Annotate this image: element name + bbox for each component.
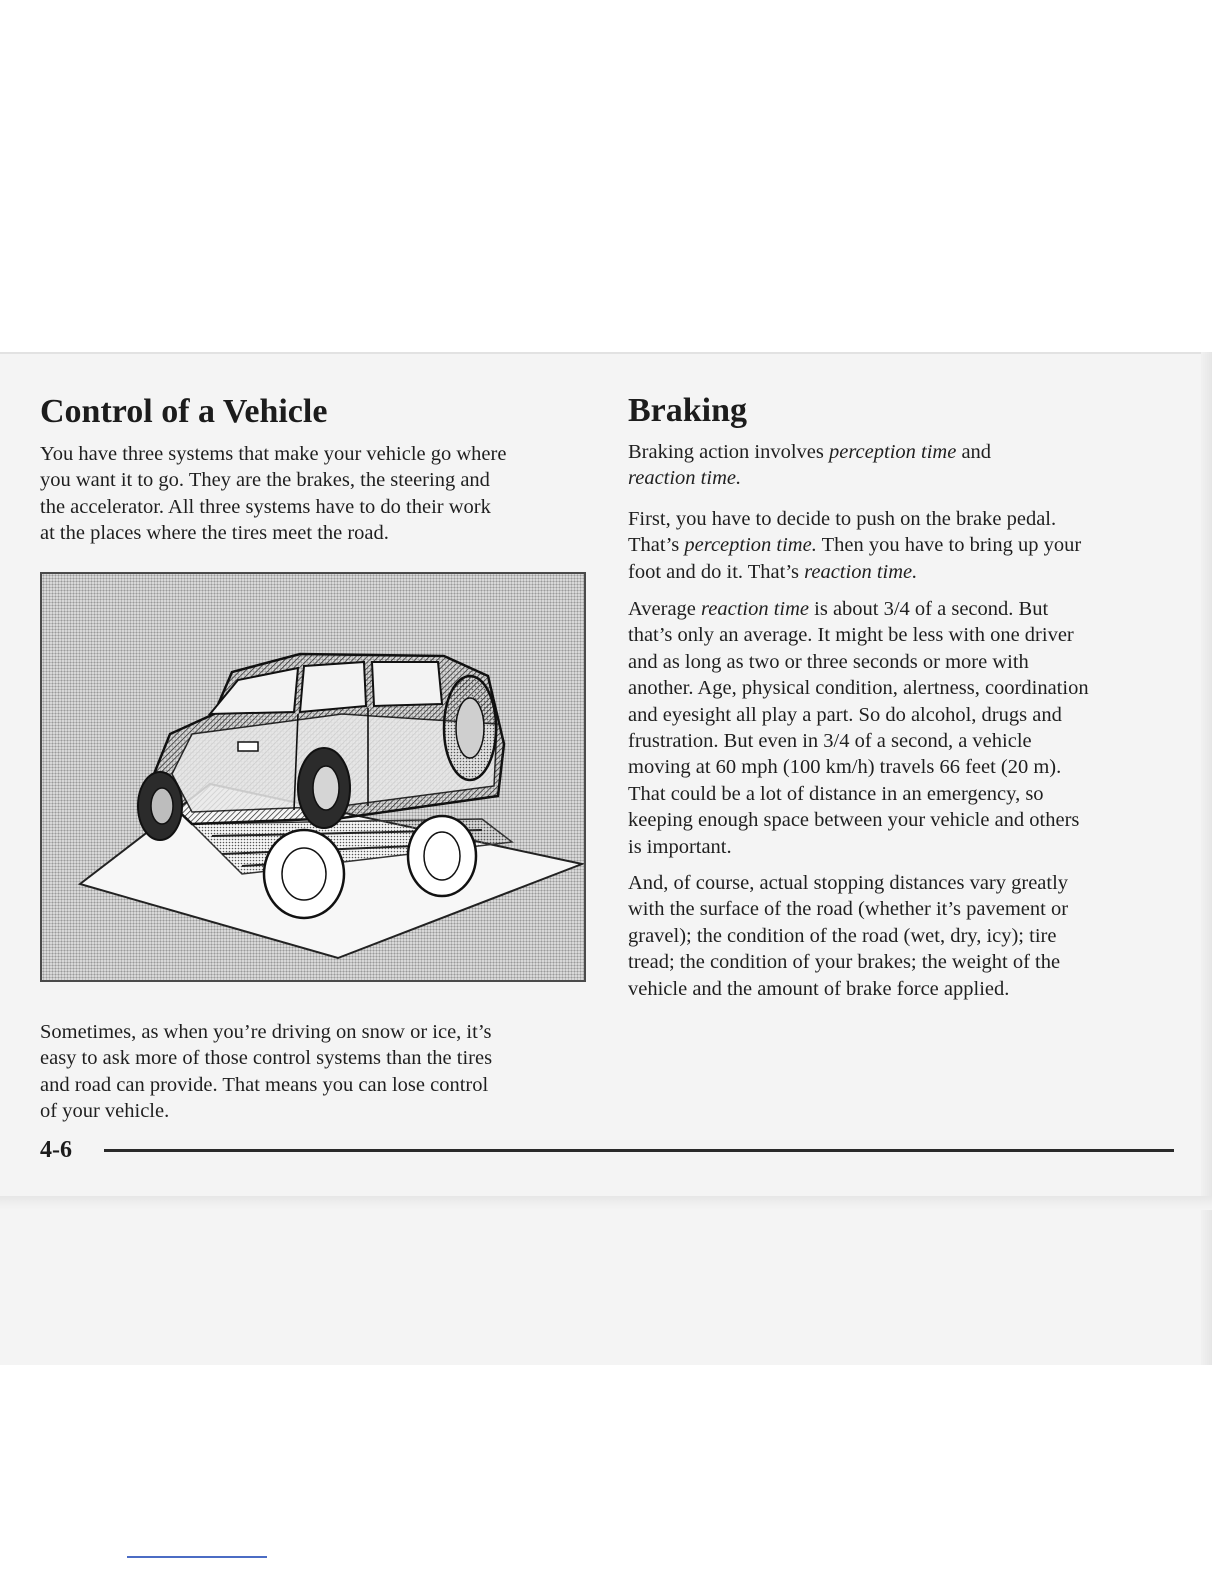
suv-on-road-plane-icon bbox=[42, 574, 584, 980]
footer-rule bbox=[104, 1149, 1174, 1152]
scan-right-edge bbox=[1201, 352, 1212, 1365]
footer-link-underline bbox=[127, 1556, 267, 1558]
heading-braking: Braking bbox=[628, 392, 748, 429]
text-segment: First, you have to decide to push on the brake pedal. That’s bbox=[628, 508, 1057, 557]
heading-control-of-a-vehicle: Control of a Vehicle bbox=[40, 393, 328, 430]
paragraph-decide-brake bbox=[628, 506, 1188, 585]
term-reaction-time: reaction time. bbox=[628, 467, 742, 490]
paragraph-three-systems: You have three systems that make your vehicle go where you want it to go. They are the brakes, the steering and the accelerator. All three systems have to do their work at the places where the tires meet the road. bbox=[40, 443, 507, 545]
term-reaction-time: reaction time bbox=[701, 598, 810, 620]
paragraph-stopping-distances: And, of course, actual stopping distances vary greatly with the surface of the road (whether it’s pavement or gravel); the condition of the road (wet, dry, icy); tire tread; the condition of your brakes; the weight of the vehicle and the amount of brake force applied. bbox=[628, 872, 1069, 1000]
text-segment: and bbox=[961, 441, 992, 463]
term-perception-time: perception time. bbox=[684, 534, 817, 557]
term-reaction-time: reaction time. bbox=[804, 560, 918, 583]
paragraph-average-reaction-time bbox=[628, 596, 1188, 860]
paragraph-braking-action bbox=[628, 439, 1188, 492]
text-segment: is about 3/4 of a second. But that’s only an average. It might be less with one driver and as long as two or three seconds or more with another. Age, physical condition, alertness, coordination and eyesight all play a part. So do alcohol, drugs and frustration. But even in 3/4 of a second, a vehicle moving at 60 mph (100 km/h) travels 66 feet (20 m). That could be a lot of distance in an emergency, so keeping enough space between your vehicle and others is important. bbox=[628, 598, 1089, 858]
page-number: 4-6 bbox=[40, 1137, 72, 1163]
page-fold-shadow bbox=[0, 1196, 1212, 1210]
text-segment: Braking action involves bbox=[628, 441, 829, 463]
vehicle-illustration bbox=[40, 572, 586, 982]
term-perception-time: perception time bbox=[828, 441, 957, 463]
text-segment: Average bbox=[628, 598, 702, 620]
text-segment: Then you have to bring up your foot and do it. That’s bbox=[628, 534, 1082, 583]
scan-top-edge bbox=[0, 352, 1212, 354]
paragraph-lose-control: Sometimes, as when you’re driving on snow or ice, it’s easy to ask more of those control systems than the tires and road can provide. That means you can lose control of your vehicle. bbox=[40, 1021, 493, 1123]
